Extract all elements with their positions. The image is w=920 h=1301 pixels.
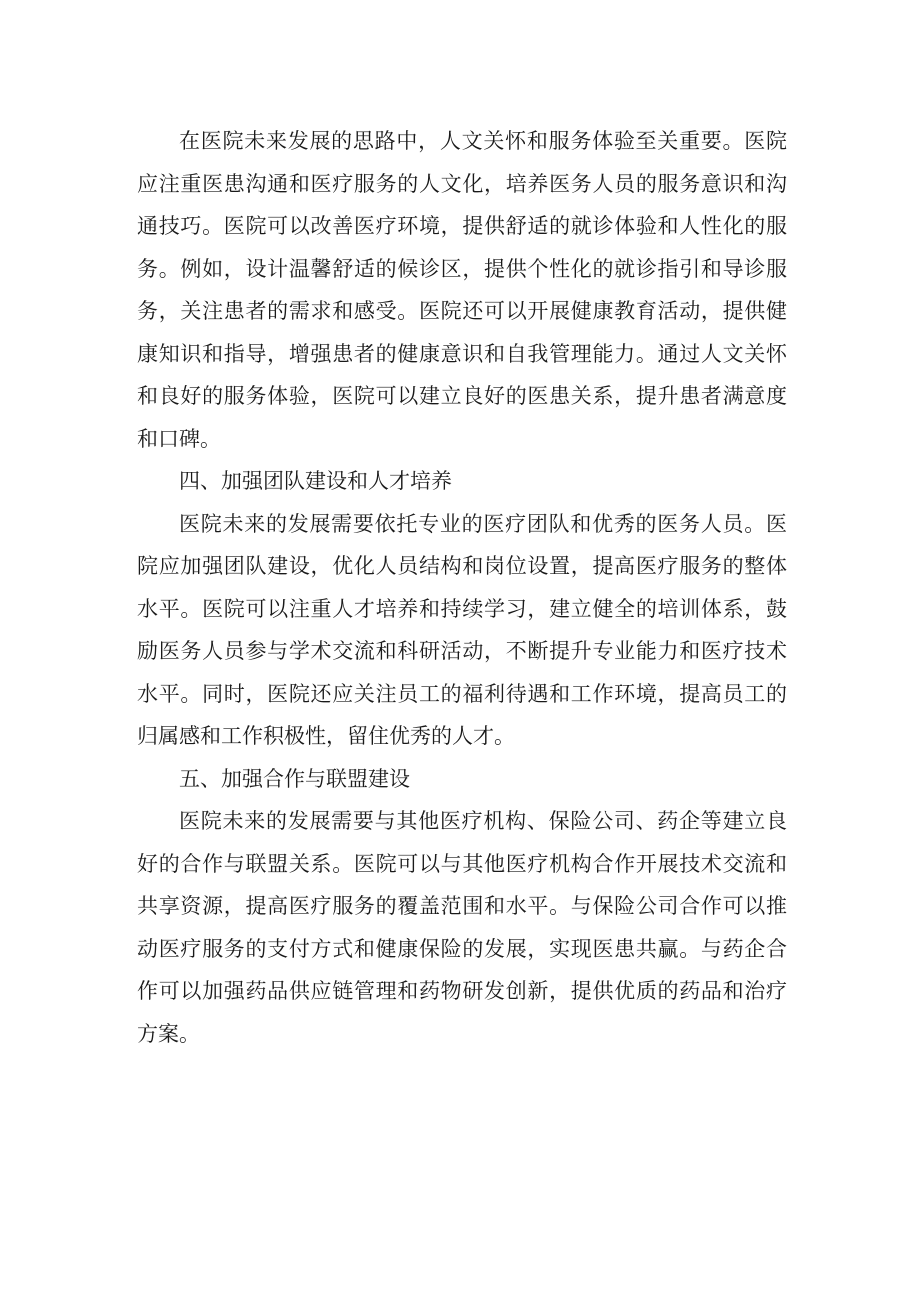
paragraph-humanistic-care: 在医院未来发展的思路中，人文关怀和服务体验至关重要。医院应注重医患沟通和医疗服务的人文化，培养医务人员的服务意识和沟通技巧。医院可以改善医疗环境，提供舒适的就诊体验和人性化的服务。例如，设计温馨舒适的候诊区，提供个性化的就诊指引和导诊服务，关注患者的需求和感受。医院还可以开展健康教育活动，提供健康知识和指导，增强患者的健康意识和自我管理能力。通过人文关怀和良好的服务体验，医院可以建立良好的医患关系，提升患者满意度和口碑。 bbox=[137, 129, 787, 451]
section-heading-team-building: 四、加强团队建设和人才培养 bbox=[179, 469, 452, 493]
section-heading-cooperation: 五、加强合作与联盟建设 bbox=[179, 766, 410, 791]
paragraph-cooperation: 医院未来的发展需要与其他医疗机构、保险公司、药企等建立良好的合作与联盟关系。医院可以与其他医疗机构合作开展技术交流和共享资源，提高医疗服务的覆盖范围和水平。与保险公司合作可以推动医疗服务的支付方式和健康保险的发展，实现医患共赢。与药企合作可以加强药品供应链管理和药物研发创新，提供优质的药品和治疗方案。 bbox=[137, 809, 787, 1046]
document-body bbox=[137, 120, 787, 1055]
paragraph-team-building: 医院未来的发展需要依托专业的医疗团队和优秀的医务人员。医院应加强团队建设，优化人员结构和岗位设置，提高医疗服务的整体水平。医院可以注重人才培养和持续学习，建立健全的培训体系，鼓励医务人员参与学术交流和科研活动，不断提升专业能力和医疗技术水平。同时，医院还应关注员工的福利待遇和工作环境，提高员工的归属感和工作积极性，留住优秀的人才。 bbox=[137, 511, 787, 748]
